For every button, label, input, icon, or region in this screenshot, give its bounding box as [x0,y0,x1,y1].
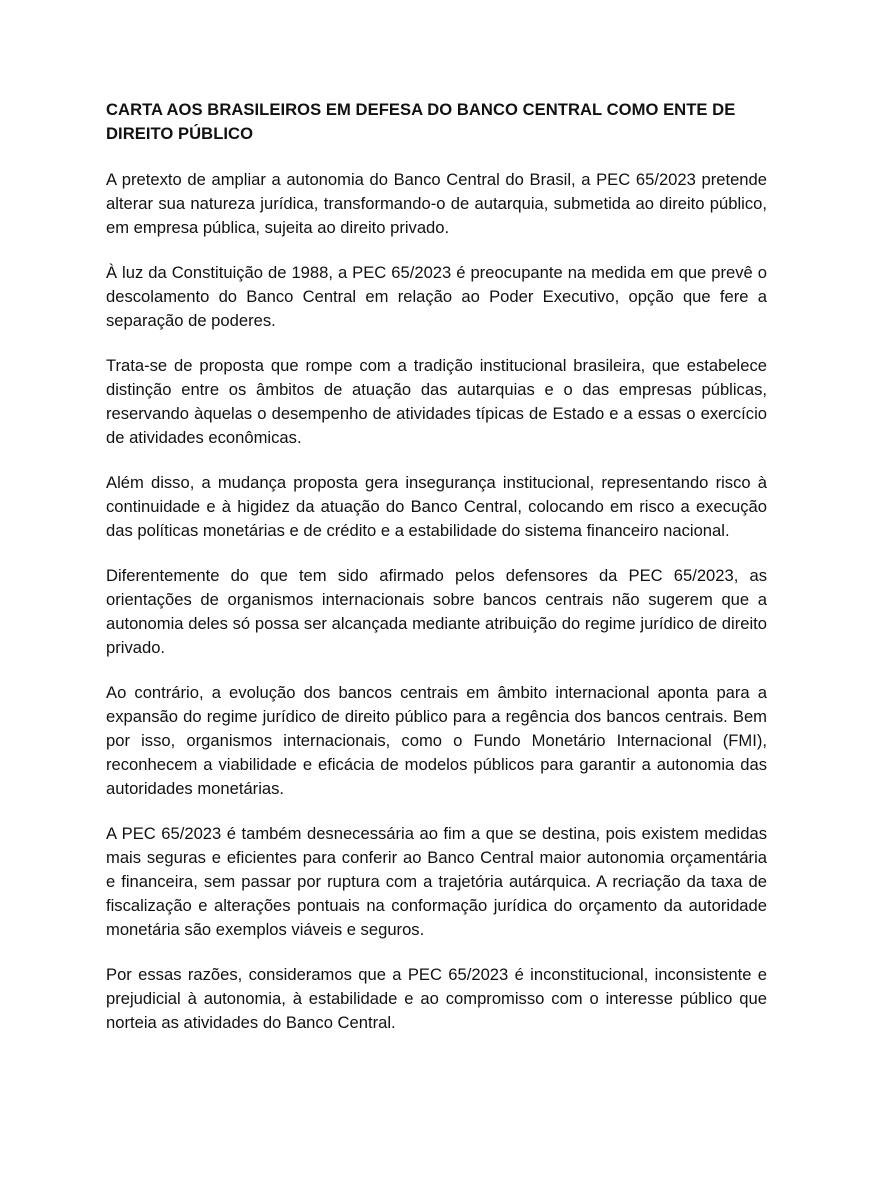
paragraph-4: Além disso, a mudança proposta gera insegurança institucional, representando risco à continuidade e à higidez da atuação do Banco Central, colocando em risco a execução das políticas monetárias e de crédito e a estabilidade do sistema financeiro nacional. [106,473,767,540]
paragraph-1: A pretexto de ampliar a autonomia do Banco Central do Brasil, a PEC 65/2023 pretende alterar sua natureza jurídica, transformando-o de autarquia, submetida ao direito público, em empresa pública, sujeita ao direito privado. [106,170,767,237]
paragraph-8: Por essas razões, consideramos que a PEC 65/2023 é inconstitucional, inconsistente e prejudicial à autonomia, à estabilidade e ao compromisso com o interesse público que norteia as atividades do Banco Central. [106,965,767,1032]
paragraph-3: Trata-se de proposta que rompe com a tradição institucional brasileira, que estabelece distinção entre os âmbitos de atuação das autarquias e o das empresas públicas, reservando àquelas o desempenho de atividades típicas de Estado e a essas o exercício de atividades econômicas. [106,356,767,447]
paragraph-5: Diferentemente do que tem sido afirmado pelos defensores da PEC 65/2023, as orientações de organismos internacionais sobre bancos centrais não sugerem que a autonomia deles só possa ser alcançada mediante atribuição do regime jurídico de direito privado. [106,566,767,657]
paragraph-2: À luz da Constituição de 1988, a PEC 65/2023 é preocupante na medida em que prevê o descolamento do Banco Central em relação ao Poder Executivo, opção que fere a separação de poderes. [106,263,767,330]
paragraph-6: Ao contrário, a evolução dos bancos centrais em âmbito internacional aponta para a expansão do regime jurídico de direito público para a regência dos bancos centrais. Bem por isso, organismos internacionais, como o Fundo Monetário Internacional (FMI), reconhecem a viabilidade e eficácia de modelos públicos para garantir a autonomia das autoridades monetárias. [106,683,767,798]
letter-title: CARTA AOS BRASILEIROS EM DEFESA DO BANCO CENTRAL COMO ENTE DE DIREITO PÚBLICO [106,100,736,143]
letter-page [106,98,767,1056]
paragraph-7: A PEC 65/2023 é também desnecessária ao fim a que se destina, pois existem medidas mais seguras e eficientes para conferir ao Banco Central maior autonomia orçamentária e financeira, sem passar por ruptura com a trajetória autárquica. A recriação da taxa de fiscalização e alterações pontuais na conformação jurídica do orçamento da autoridade monetária são exemplos viáveis e seguros. [106,824,767,939]
